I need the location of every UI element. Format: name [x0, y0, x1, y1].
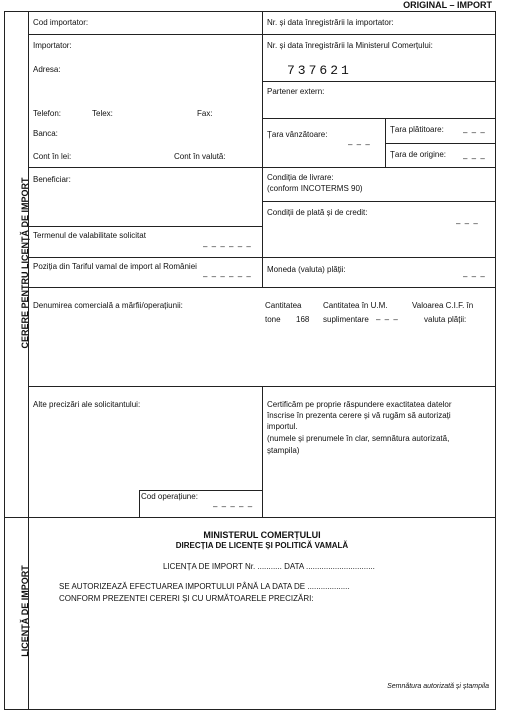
- autorizeaza-line-2: CONFORM PREZENTEI CERERI ȘI CU URMĂTOARELE PRECIZĂRI:: [59, 594, 314, 603]
- tara-platitoare-blank: – – –: [463, 128, 486, 137]
- certificam-line-3: importul.: [267, 422, 298, 431]
- alte-precizari-label: Alte precizări ale solicitantului:: [33, 400, 141, 409]
- section-divider: [4, 517, 496, 518]
- cantitatea-unit: tone: [265, 315, 281, 324]
- tara-platitoare-label: Țara plătitoare:: [390, 125, 444, 134]
- cantitatea-um-label: Cantitatea în U.M.: [323, 301, 388, 310]
- form-title: ORIGINAL – IMPORT: [403, 0, 492, 10]
- certificam-line-2: înscrise în prezenta cerere și vă rugăm să autorizați: [267, 411, 451, 420]
- telex-label: Telex:: [92, 109, 113, 118]
- pozitia-label: Poziția din Tariful vamal de import al României: [33, 262, 197, 271]
- incoterms-label: (conform INCOTERMS 90): [267, 184, 363, 193]
- registration-number: 737621: [287, 63, 352, 78]
- pozitia-blank: – – – – – –: [203, 272, 252, 281]
- licenta-line: LICENȚA DE IMPORT Nr. ........... DATA ...............................: [163, 562, 375, 571]
- conditia-livrare-label: Condiția de livrare:: [267, 173, 334, 182]
- row-line: [262, 118, 496, 119]
- cod-operatiune-label: Cod operațiune:: [141, 492, 198, 501]
- nr-data-importator-label: Nr. și data înregistrării la importator:: [267, 18, 394, 27]
- certificam-line-1: Certificăm pe proprie răspundere exactitatea datelor: [267, 400, 452, 409]
- termenul-label: Termenul de valabilitate solicitat: [33, 231, 146, 240]
- side-label-request: CERERE PENTRU LICENȚĂ DE IMPORT: [20, 177, 30, 349]
- column-divider: [139, 490, 140, 517]
- banca-label: Banca:: [33, 129, 58, 138]
- row-line: [262, 81, 496, 82]
- conditii-plata-blank: – – –: [456, 219, 479, 228]
- row-line: [28, 257, 496, 258]
- cantitatea-value: 168: [296, 315, 310, 324]
- suplimentare-label: suplimentare: [323, 315, 369, 324]
- cont-lei-label: Cont în lei:: [33, 152, 72, 161]
- tara-origine-label: Țara de origine:: [390, 150, 447, 159]
- signature-label: Semnătura autorizată și ștampila: [387, 683, 489, 690]
- telefon-label: Telefon:: [33, 109, 62, 118]
- form-frame: [4, 11, 496, 710]
- side-label-license: LICENȚĂ DE IMPORT: [20, 565, 30, 657]
- suplimentare-blank: – – –: [376, 315, 399, 324]
- termenul-blank: – – – – – –: [203, 242, 252, 251]
- certificam-line-4: (numele și prenumele în clar, semnătura autorizată,: [267, 434, 450, 443]
- row-line: [28, 287, 496, 288]
- valoarea-label: Valoarea C.I.F. în: [412, 301, 474, 310]
- conditii-plata-label: Condiții de plată și de credit:: [267, 208, 368, 217]
- nr-data-minister-label: Nr. și data înregistrării la Ministerul Comerțului:: [267, 41, 433, 50]
- column-divider: [262, 386, 263, 517]
- row-line: [262, 201, 496, 202]
- fax-label: Fax:: [197, 109, 213, 118]
- adresa-label: Adresa:: [33, 65, 61, 74]
- row-line: [28, 226, 262, 227]
- cod-importator-label: Cod importator:: [33, 18, 89, 27]
- row-line: [139, 490, 262, 491]
- directorate-title: DIRECȚIA DE LICENȚE ȘI POLITICĂ VAMALĂ: [175, 541, 349, 550]
- tara-origine-blank: – – –: [463, 154, 486, 163]
- partener-extern-label: Partener extern:: [267, 87, 325, 96]
- tara-vanzatoare-label: Țara vânzătoare:: [267, 130, 328, 139]
- importator-label: Importator:: [33, 41, 72, 50]
- autorizeaza-line-1: SE AUTORIZEAZĂ EFECTUAREA IMPORTULUI PÂNĂ LA DATA DE ...................: [59, 582, 350, 591]
- valuta-platii-label: valuta plății:: [424, 315, 467, 324]
- column-divider: [262, 11, 263, 287]
- ministry-title: MINISTERUL COMERȚULUI: [203, 530, 321, 540]
- cod-operatiune-blank: – – – – –: [213, 502, 254, 511]
- tara-vanzatoare-blank: – – –: [348, 140, 371, 149]
- moneda-label: Moneda (valuta) plății:: [267, 265, 346, 274]
- beneficiar-label: Beneficiar:: [33, 175, 71, 184]
- denumirea-label: Denumirea comercială a mărfii/operațiunii:: [33, 301, 183, 310]
- moneda-blank: – – –: [463, 272, 486, 281]
- row-line: [385, 143, 496, 144]
- row-line: [28, 167, 496, 168]
- cont-valuta-label: Cont în valută:: [174, 152, 226, 161]
- certificam-line-5: ștampila): [267, 446, 300, 455]
- cantitatea-label: Cantitatea: [265, 301, 302, 310]
